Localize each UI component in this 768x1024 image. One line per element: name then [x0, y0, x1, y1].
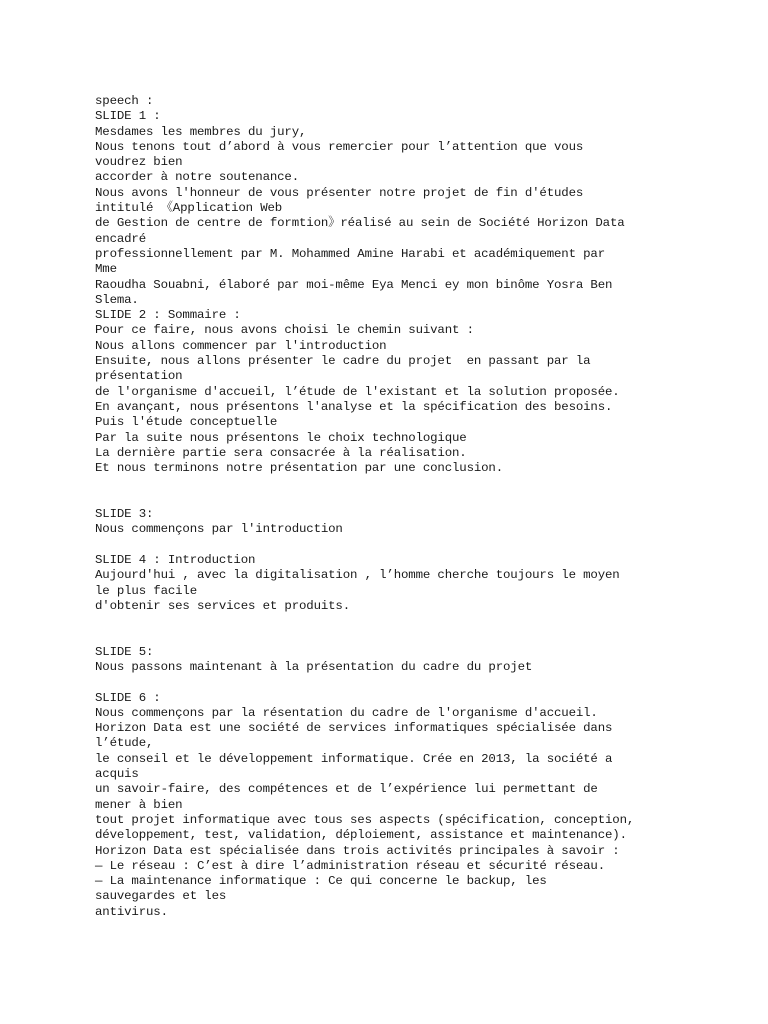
text-line: Nous tenons tout d’abord à vous remercier pour l’attention que vous: [95, 139, 584, 154]
blank-line: [95, 538, 675, 553]
text-line: Pour ce faire, nous avons choisi le chemin suivant :: [95, 323, 474, 338]
text-line: le plus facile: [95, 583, 197, 598]
text-line: SLIDE 2 : Sommaire :: [95, 308, 241, 323]
text-line: professionnellement par M. Mohammed Amine Harabi et académiquement par: [95, 246, 605, 261]
text-line: SLIDE 1 :: [95, 109, 161, 124]
text-line: Aujourd'hui , avec la digitalisation , l’homme cherche toujours le moyen: [95, 568, 620, 583]
text-line: SLIDE 3:: [95, 507, 154, 522]
text-line: speech :: [95, 94, 154, 108]
text-line: Slema.: [95, 292, 139, 307]
text-line: de Gestion de centre de formtion》réalisé au sein de Société Horizon Data: [95, 216, 625, 231]
text-line: Raoudha Souabni, élaboré par moi-même Eya Menci ey mon binôme Yosra Ben: [95, 277, 613, 292]
text-line: En avançant, nous présentons l'analyse et la spécification des besoins.: [95, 399, 613, 414]
text-line: tout projet informatique avec tous ses aspects (spécification, conception,: [95, 812, 635, 827]
text-line: Nous passons maintenant à la présentation du cadre du projet: [95, 659, 533, 674]
text-line: Horizon Data est une société de services informatiques spécialisée dans: [95, 721, 613, 736]
text-line: — La maintenance informatique : Ce qui concerne le backup, les: [95, 874, 547, 889]
text-line: Par la suite nous présentons le choix technologique: [95, 430, 467, 445]
text-line: La dernière partie sera consacrée à la réalisation.: [95, 445, 467, 460]
text-line: l’étude,: [95, 736, 154, 751]
text-line: Mesdames les membres du jury,: [95, 124, 307, 139]
text-line: Et nous terminons notre présentation par une conclusion.: [95, 461, 503, 476]
text-line: d'obtenir ses services et produits.: [95, 598, 350, 613]
text-line: accorder à notre soutenance.: [95, 170, 299, 185]
text-line: le conseil et le développement informatique. Crée en 2013, la société a: [95, 751, 613, 766]
text-line: antivirus.: [95, 904, 168, 919]
blank-line: [95, 476, 675, 491]
text-line: Nous avons l'honneur de vous présenter notre projet de fin d'études: [95, 185, 584, 200]
blank-line: [95, 614, 675, 629]
speech-document: [95, 94, 675, 920]
text-line: encadré: [95, 231, 146, 246]
text-line: voudrez bien: [95, 155, 183, 170]
text-line: SLIDE 4 : Introduction: [95, 552, 256, 567]
text-line: Nous commençons par l'introduction: [95, 522, 343, 537]
text-line: Nous commençons par la résentation du cadre de l'organisme d'accueil.: [95, 705, 598, 720]
text-line: un savoir-faire, des compétences et de l’expérience lui permettant de: [95, 782, 598, 797]
text-line: SLIDE 6 :: [95, 690, 161, 705]
blank-line: [95, 629, 675, 644]
text-line: présentation: [95, 369, 183, 384]
text-line: acquis: [95, 767, 139, 782]
text-line: Ensuite, nous allons présenter le cadre du projet en passant par la: [95, 354, 591, 369]
text-line: sauvegardes et les: [95, 889, 227, 904]
text-line: Mme: [95, 262, 117, 277]
text-line: — Le réseau : C’est à dire l’administration réseau et sécurité réseau.: [95, 858, 605, 873]
text-line: mener à bien: [95, 797, 183, 812]
text-line: développement, test, validation, déploiement, assistance et maintenance).: [95, 828, 627, 843]
text-line: de l'organisme d'accueil, l’étude de l'existant et la solution proposée.: [95, 384, 620, 399]
text-line: Puis l'étude conceptuelle: [95, 415, 278, 430]
text-line: intitulé 《Application Web: [95, 201, 283, 216]
text-line: Horizon Data est spécialisée dans trois activités principales à savoir :: [95, 843, 620, 858]
text-line: Nous allons commencer par l'introduction: [95, 338, 387, 353]
text-line: SLIDE 5:: [95, 644, 154, 659]
blank-line: [95, 675, 675, 690]
blank-line: [95, 492, 675, 507]
